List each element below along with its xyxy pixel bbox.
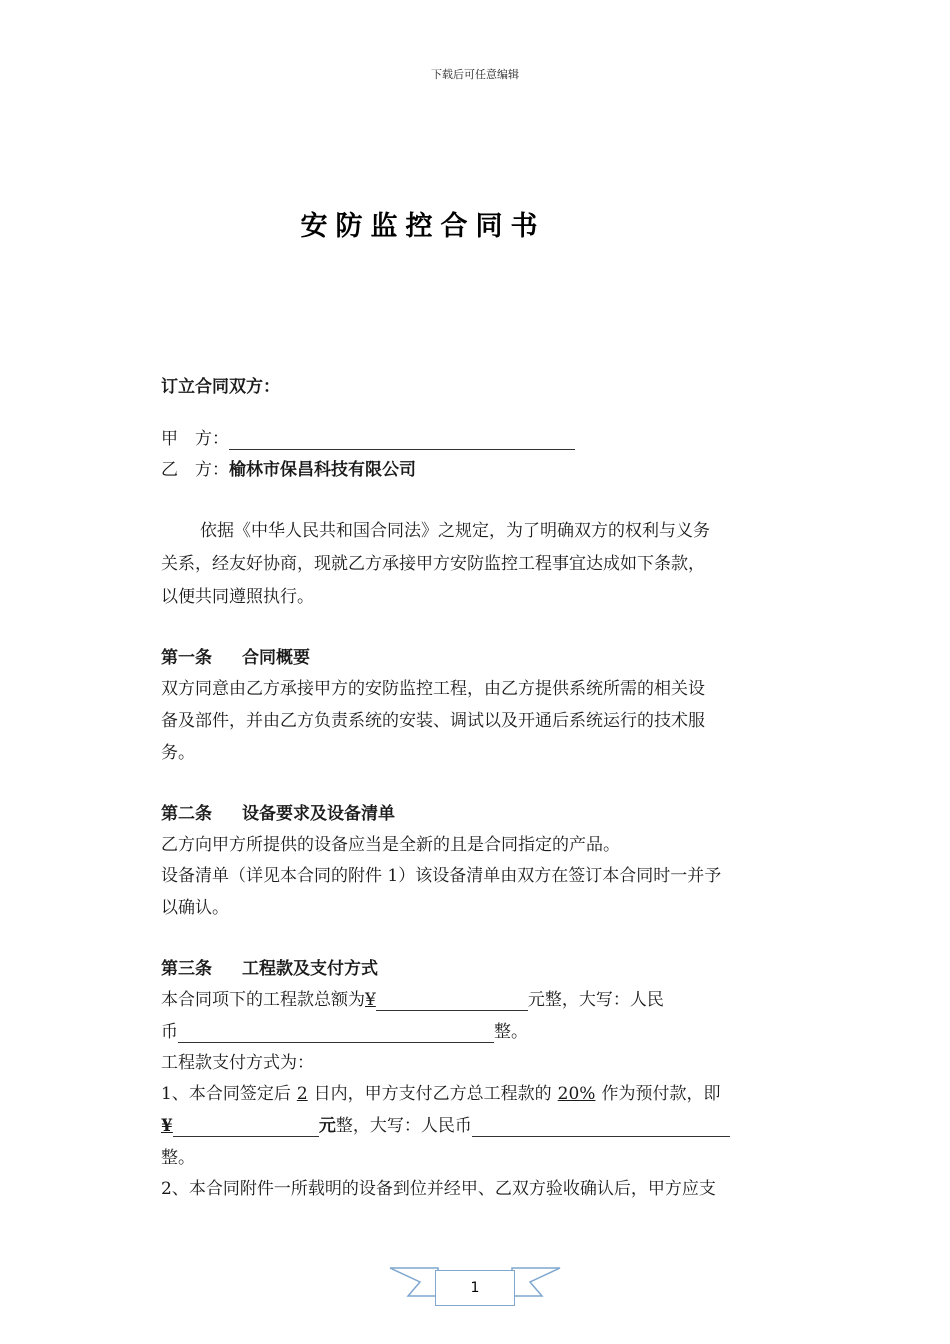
preamble-line: 关系，经友好协商，现就乙方承接甲方安防监控工程事宜达成如下条款， — [161, 554, 705, 574]
payment-item-2-line: 2、本合同附件一所载明的设备到位并经甲、乙双方验收确认后，甲方应支 — [161, 1179, 716, 1199]
prepay-amount-blank — [173, 1118, 319, 1137]
total-amount-blank — [376, 992, 528, 1011]
party-b-line — [161, 459, 416, 481]
article-2-line: 设备清单（详见本合同的附件 1）该设备清单由双方在签订本合同时一并予 — [161, 866, 722, 886]
article-3-heading — [161, 958, 378, 980]
preamble-line: 以便共同遵照执行。 — [161, 587, 314, 607]
payment-item-1-amount-line — [161, 1115, 730, 1137]
preamble-line: 依据《中华人民共和国合同法》之规定，为了明确双方的权利与义务 — [200, 521, 710, 541]
article-1-heading — [161, 647, 310, 669]
payment-method-label: 工程款支付方式为： — [161, 1053, 314, 1073]
capital-amount-blank — [178, 1024, 494, 1043]
parties-heading: 订立合同双方： — [161, 377, 280, 397]
party-a-blank — [229, 431, 575, 450]
article-3-total-line — [161, 989, 664, 1011]
page-number-ribbon — [388, 1262, 562, 1312]
payment-days: 2 — [296, 1084, 308, 1104]
article-2-title: 设备要求及设备清单 — [242, 804, 395, 824]
payment-item-1-text: 日内，甲方支付乙方总工程款的 — [313, 1084, 552, 1104]
article-1-line: 备及部件，并由乙方负责系统的安装、调试以及开通后系统运行的技术服 — [161, 711, 705, 731]
payment-percent: 20% — [557, 1084, 596, 1104]
article-3-capital-line — [161, 1021, 528, 1043]
party-b-name: 榆林市保昌科技有限公司 — [229, 460, 416, 480]
prepay-yuan: 元 — [318, 1116, 336, 1136]
capital-amount-suffix: 整。 — [494, 1022, 528, 1042]
article-3-number: 第三条 — [161, 959, 212, 979]
payment-item-1-end: 整。 — [161, 1148, 195, 1168]
prepay-capital-blank — [472, 1118, 730, 1137]
prepay-capital-label: 整，大写：人民币 — [335, 1116, 472, 1136]
article-1-title: 合同概要 — [242, 648, 310, 668]
article-2-heading — [161, 803, 395, 825]
payment-item-1-line — [161, 1083, 720, 1105]
party-a-label: 甲 方： — [161, 429, 229, 449]
party-b-label: 乙 方： — [161, 460, 229, 480]
header-note: 下载后可任意编辑 — [431, 68, 519, 81]
total-amount-label: 本合同项下的工程款总额为 — [161, 990, 365, 1010]
page-number: 1 — [435, 1270, 515, 1306]
total-amount-suffix: 元整，大写：人民 — [527, 990, 664, 1010]
payment-item-1-text: 作为预付款，即 — [601, 1084, 721, 1104]
article-2-line: 乙方向甲方所提供的设备应当是全新的且是合同指定的产品。 — [161, 835, 620, 855]
document-title: 安防监控合同书 — [300, 211, 546, 242]
party-a-line — [161, 428, 575, 450]
currency-label: 币 — [161, 1022, 178, 1042]
yen-sign: ¥ — [161, 1116, 173, 1136]
article-1-line: 双方同意由乙方承接甲方的安防监控工程，由乙方提供系统所需的相关设 — [161, 679, 705, 699]
payment-item-1-text: 1、本合同签定后 — [161, 1084, 291, 1104]
article-1-number: 第一条 — [161, 648, 212, 668]
article-2-number: 第二条 — [161, 804, 212, 824]
article-2-line: 以确认。 — [161, 898, 229, 918]
article-1-line: 务。 — [161, 743, 195, 763]
yen-sign: ¥ — [365, 990, 376, 1010]
article-3-title: 工程款及支付方式 — [242, 959, 378, 979]
